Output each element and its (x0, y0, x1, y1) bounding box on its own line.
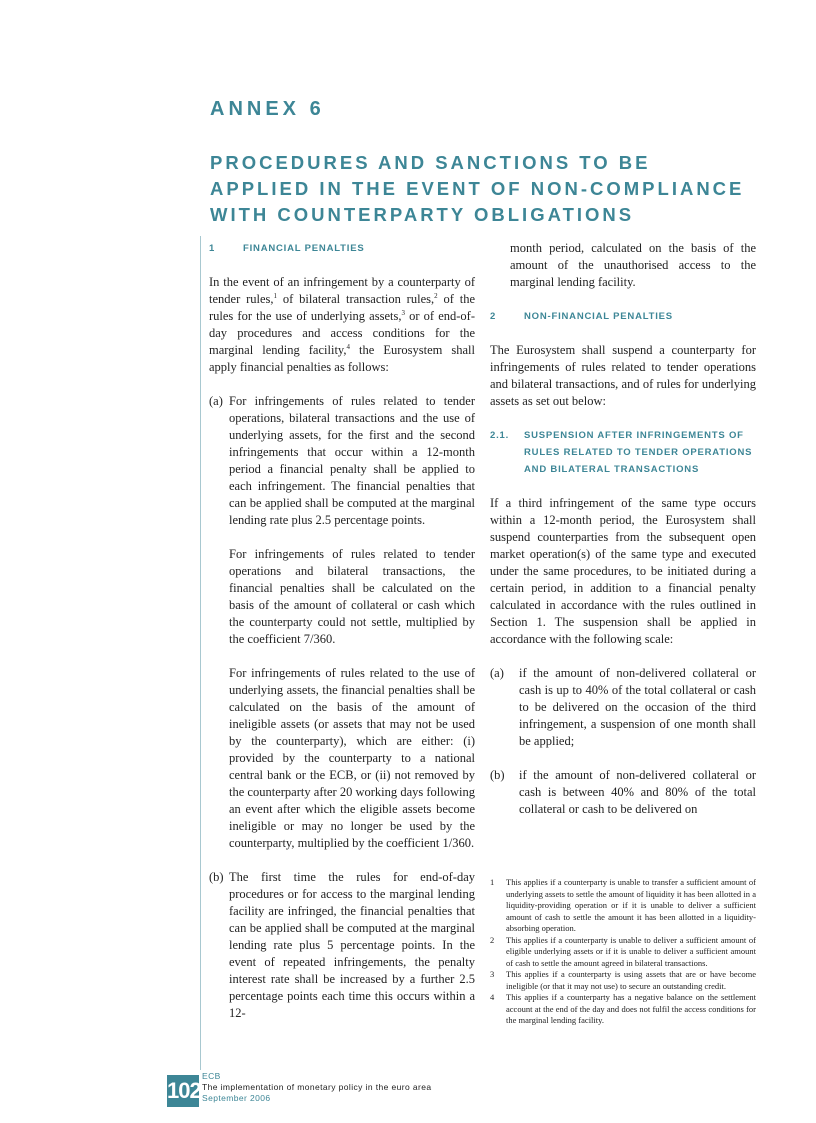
list-label: (b) (209, 870, 224, 884)
document-title (210, 150, 770, 228)
left-column (209, 240, 475, 1039)
margin-rule (200, 236, 201, 1070)
right-column (490, 240, 756, 835)
section-2-intro: The Eurosystem shall suspend a counterparty for infringements of rules related to tender operations and bilateral transactions, and of rules for underlying assets as set out below: (490, 343, 756, 408)
section-1-heading (209, 240, 475, 257)
footnote-number: 4 (490, 992, 495, 1002)
list-text: For infringements of rules related to tender operations, bilateral transactions and the use of underlying assets, for the first and the second infringements that occur within a 12-month period a financial penalty shall be applied to each infringement. The financial penalties that can be applied shall be computed at the marginal lending rate plus 2.5 percentage points. (229, 394, 475, 527)
footnote-text: This applies if a counterparty is using assets that are or have become ineligible (or that it may not use) to secure an outstanding credit. (506, 969, 756, 991)
paragraph-continued: month period, calculated on the basis of the amount of the unauthorised access to the marginal lending facility. (510, 241, 756, 289)
section-2-heading (490, 308, 756, 325)
footnote-text: This applies if a counterparty is unable to deliver a sufficient amount of eligible underlying assets or if it is unable to deliver a sufficient amount of cash to settle the amount agreed in bilateral transactions. (506, 934, 756, 968)
footnote-number: 2 (490, 934, 495, 945)
subsection-title: SUSPENSION AFTER INFRINGEMENTS OF RULES RELATED TO TENDER OPERATIONS AND BILATERAL TRANSACTIONS (524, 430, 753, 475)
list-text: if the amount of non-delivered collateral or cash is up to 40% of the total collateral or cash to be delivered on the occasion of the third infringement, a suspension of one month shall be applied; (519, 666, 756, 748)
page-number: 102 (167, 1075, 199, 1107)
footnote-ref[interactable]: 1 (273, 292, 278, 300)
section-number: 1 (209, 243, 216, 254)
footnote (490, 969, 756, 992)
footer-publication: The implementation of monetary policy in the euro area (202, 1082, 432, 1092)
footer-date: September 2006 (202, 1093, 271, 1103)
intro-text: the Eurosystem shall apply financial penalties as follows: (209, 343, 475, 374)
title-line: APPLIED IN THE EVENT OF NON-COMPLIANCE (210, 178, 745, 199)
footnotes (490, 877, 756, 1027)
section-number: 2 (490, 311, 497, 322)
section-title: FINANCIAL PENALTIES (243, 243, 365, 254)
list-label: (a) (209, 394, 223, 408)
footer-text (202, 1071, 602, 1104)
subsection-2-1-heading (490, 427, 756, 478)
list-text: if the amount of non-delivered collateral or cash is between 40% and 80% of the total collateral or cash to be delivered on (519, 768, 756, 816)
list-text: The first time the rules for end-of-day procedures or for access to the marginal lending facility are infringed, the financial penalties that can be applied shall be computed at the marginal lending rate plus 5 percentage points. In the event of repeated infringements, the penalty interest rate shall be increased by a further 2.5 percentage points each time this occurs within a 12- (229, 870, 475, 1020)
list-item-b (209, 869, 475, 1022)
footnote (490, 992, 756, 1027)
title-line: PROCEDURES AND SANCTIONS TO BE (210, 152, 651, 173)
footnote-ref[interactable]: 4 (346, 343, 350, 351)
list-label: (a) (490, 666, 504, 680)
footnote-number: 1 (490, 877, 495, 887)
footnote-text: This applies if a counterparty is unable to transfer a sufficient amount of underlying assets to settle the amount of liquidity it has been allotted in a liquidity-providing operation or if it is unable to deliver a sufficient amount of cash to settle the amount it has been allotted in a liquidity-absorbing operation. (506, 877, 756, 933)
intro-text: of the rules for the use of underlying assets, (209, 292, 476, 323)
paragraph: For infringements of rules related to tender operations and bilateral transactions, the financial penalties shall be calculated on the basis of the amount of collateral or cash which the counterparty could not settle, multiplied by the coefficient 7/360. (229, 547, 475, 646)
title-line: WITH COUNTERPARTY OBLIGATIONS (210, 204, 635, 225)
paragraph: For infringements of rules related to the use of underlying assets, the financial penalties shall be calculated on the basis of the amount of ineligible assets (or assets that may not be used by the counterparty), which are either: (i) provided by the counterparty to a national central bank or the ECB, or (ii) not removed by the counterparty after 20 working days following an event after which the eligible assets become ineligible or may no longer be used by the counterparty, multiplied by the coefficient 1/360. (229, 666, 475, 850)
footnote-ref[interactable]: 2 (434, 292, 438, 300)
section-title: NON-FINANCIAL PENALTIES (524, 311, 673, 322)
footnote-number: 3 (490, 969, 495, 979)
intro-text: of bilateral transaction rules, (277, 292, 435, 306)
list-label: (b) (490, 768, 505, 782)
annex-label: ANNEX 6 (210, 98, 325, 120)
footnote-ref[interactable]: 3 (401, 309, 405, 317)
intro-text: or of end-of-day procedures and access conditions for the marginal lending facility, (209, 309, 475, 357)
section-1-intro (209, 274, 475, 376)
paragraph: If a third infringement of the same type occurs within a 12-month period, the Eurosystem shall suspend counterparties from the subsequent open market operation(s) of the same type and executed under the same procedures, to be initiated during a certain period, in addition to a financial penalty calculated in accordance with the rules outlined in Section 1. The suspension shall be applied in accordance with the following scale: (490, 496, 756, 646)
footer-org: ECB (202, 1071, 221, 1081)
list-item-b (490, 767, 756, 818)
footnote (490, 935, 756, 970)
footnote (490, 877, 756, 935)
list-item-a (490, 665, 756, 750)
intro-text: In the event of an infringement by a counterparty of tender rules, (209, 275, 475, 306)
list-item-a (209, 393, 475, 529)
footnote-text: This applies if a counterparty has a negative balance on the settlement account at the end of the day and does not fulfil the access conditions for the marginal lending facility. (506, 992, 756, 1025)
subsection-number: 2.1. (490, 430, 510, 441)
